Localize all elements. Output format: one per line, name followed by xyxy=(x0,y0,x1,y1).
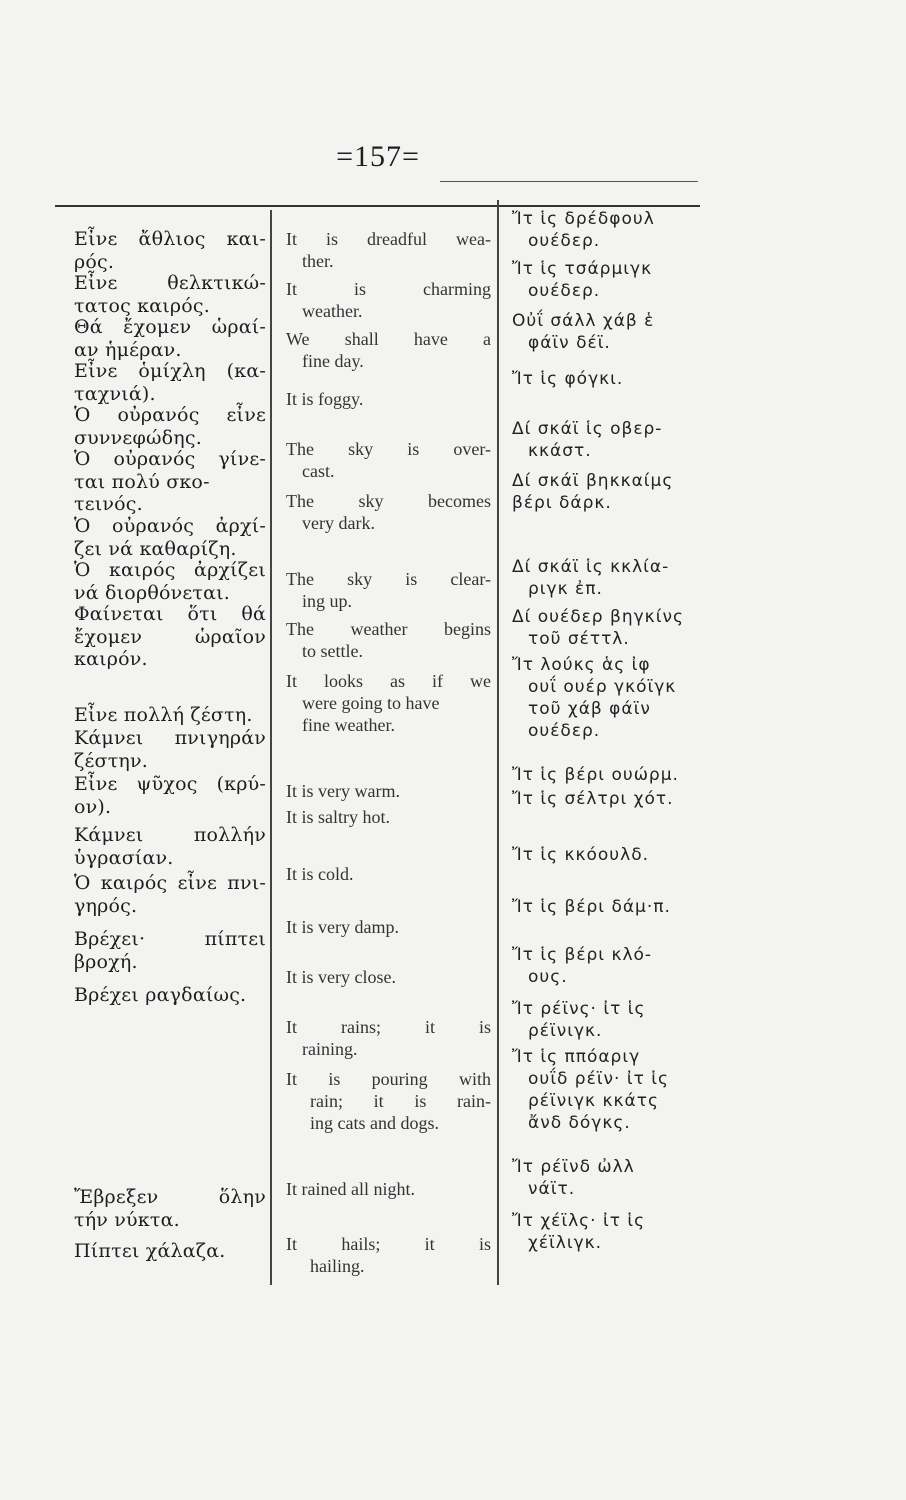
pronunciation-entry xyxy=(512,1046,747,1134)
english-line: hailing. xyxy=(310,1256,365,1276)
pronunciation-line: Ἴτ ἱς τσάρμιγκ xyxy=(512,259,653,279)
english-line: It is very damp. xyxy=(286,917,399,937)
pronunciation-line: Ἴτ ρέϊνδ ὠλλ xyxy=(512,1157,635,1177)
greek-line: Ὁ οὐρανός γίνε- xyxy=(74,448,266,470)
english-entry xyxy=(286,388,491,410)
pronunciation-line: Ἴτ λούκς ἁς ἰφ xyxy=(512,655,651,675)
pronunciation-entry xyxy=(512,654,747,742)
greek-entry xyxy=(74,704,266,727)
english-line: to settle. xyxy=(302,641,363,661)
english-line: ing up. xyxy=(302,591,353,611)
greek-line: Ὁ οὐρανός ἀρχί- xyxy=(74,515,266,537)
pronunciation-entry xyxy=(512,310,747,354)
pronunciation-line: χέϊλιγκ. xyxy=(528,1233,603,1253)
pronunciation-line: ουΐ ουέρ γκόϊγκ xyxy=(528,677,677,697)
pronunciation-line: Ἴτ ἱς σέλτρι χότ. xyxy=(512,789,674,809)
greek-entry xyxy=(74,272,266,317)
pronunciation-line: Οὐΐ σάλλ χάβ ἑ xyxy=(512,311,655,331)
pronunciation-entry xyxy=(512,258,747,302)
pronunciation-line: βέρι δάρκ. xyxy=(512,493,612,513)
pronunciation-line: Δί σκάϊ ἱς οβερ- xyxy=(512,419,663,439)
greek-entry xyxy=(74,360,266,405)
english-line: It is saltry hot. xyxy=(286,807,390,827)
pronunciation-line: φάϊν δέϊ. xyxy=(528,333,611,353)
greek-entry xyxy=(74,316,266,361)
greek-entry xyxy=(74,824,266,869)
english-line: The sky is over- xyxy=(286,439,491,459)
pronunciation-line: Ἴτ ἱς βέρι κλό- xyxy=(512,945,653,965)
greek-entry xyxy=(74,727,266,772)
greek-entry xyxy=(74,448,266,516)
greek-line: Εἶνε θελκτικώ- xyxy=(74,272,266,294)
english-line: raining. xyxy=(302,1039,358,1059)
greek-line: ζει νά καθαρίζη. xyxy=(74,537,237,560)
pronunciation-line: Ἴτ ἱς κκόουλδ. xyxy=(512,845,650,865)
pronunciation-line: Ἴτ ἱς βέρι ουώρμ. xyxy=(512,765,679,785)
greek-line: ὑγρασίαν. xyxy=(74,846,174,869)
english-entry xyxy=(286,670,491,736)
greek-line: Κάμνει πολλήν xyxy=(74,824,266,846)
greek-line: Εἶνε ὁμίχλη (κα- xyxy=(74,360,266,382)
greek-entry xyxy=(74,1240,266,1263)
english-line: ther. xyxy=(302,251,334,271)
greek-entry xyxy=(74,1186,266,1231)
english-line: It is dreadful wea- xyxy=(286,229,491,249)
pronunciation-line: Ἴτ ρέϊνς· ἰτ ἱς xyxy=(512,999,646,1019)
english-line: ing cats and dogs. xyxy=(310,1113,439,1133)
english-line: fine day. xyxy=(302,351,364,371)
greek-entry xyxy=(74,515,266,560)
pronunciation-entry xyxy=(512,788,747,810)
greek-line: ἔχομεν ὡραῖον xyxy=(74,625,266,648)
pronunciation-line: κκάστ. xyxy=(528,441,592,461)
english-entry xyxy=(286,863,491,885)
greek-line: βροχή. xyxy=(74,950,138,973)
greek-line: τήν νύκτα. xyxy=(74,1208,180,1231)
greek-line: Εἶνε ψῦχος (κρύ- xyxy=(74,773,266,795)
pronunciation-line: Δί ουέδερ βηγκίνς xyxy=(512,607,684,627)
greek-line: ρός. xyxy=(74,250,115,273)
greek-line: αν ἡμέραν. xyxy=(74,338,182,361)
pronunciation-entry xyxy=(512,998,747,1042)
pronunciation-entry xyxy=(512,896,747,918)
english-line: The weather begins xyxy=(286,619,491,639)
greek-line: τατος καιρός. xyxy=(74,294,211,317)
english-entry xyxy=(286,328,491,372)
greek-line: τεινός. xyxy=(74,493,143,515)
english-line: It looks as if we xyxy=(286,671,491,691)
english-line: It is very warm. xyxy=(286,781,400,801)
greek-entry xyxy=(74,773,266,818)
english-line: It is pouring with xyxy=(286,1069,491,1089)
page-number: =157= xyxy=(336,140,420,173)
greek-entry xyxy=(74,872,266,917)
english-line: It is cold. xyxy=(286,864,354,884)
english-entry xyxy=(286,916,491,938)
pronunciation-entry xyxy=(512,368,747,390)
greek-entry xyxy=(74,404,266,449)
column-divider-left xyxy=(270,210,272,1285)
greek-line: Φαίνεται ὅτι θά xyxy=(74,603,266,625)
pronunciation-line: Ἴτ ἱς φόγκι. xyxy=(512,369,624,389)
greek-line: Ὁ καιρός εἶνε πνι- xyxy=(74,872,266,894)
greek-line: Ἔβρεξεν ὅλην xyxy=(74,1186,266,1208)
english-entry xyxy=(286,1068,491,1134)
english-entry xyxy=(286,278,491,322)
english-entry xyxy=(286,618,491,662)
greek-line: ον). xyxy=(74,795,112,818)
greek-line: νά διορθόνεται. xyxy=(74,581,231,604)
greek-entry xyxy=(74,559,266,604)
greek-line: Βρέχει ραγδαίως. xyxy=(74,984,247,1006)
english-line: It rained all night. xyxy=(286,1179,415,1199)
greek-line: Πίπτει χάλαζα. xyxy=(74,1240,226,1262)
pronunciation-line: ριγκ ἐπ. xyxy=(528,579,603,599)
pronunciation-line: ουΐδ ρέϊν· ἰτ ἱς xyxy=(528,1069,669,1089)
pronunciation-line: ἄνδ δόγκς. xyxy=(528,1113,631,1133)
english-line: The sky is clear- xyxy=(286,569,491,589)
greek-line: ται πολύ σκο- xyxy=(74,470,210,493)
english-entry xyxy=(286,966,491,988)
english-entry xyxy=(286,1178,491,1200)
greek-line: Ὁ καιρός ἀρχίζει xyxy=(74,559,266,581)
english-entry xyxy=(286,568,491,612)
pronunciation-line: Δί σκάϊ ἱς κκλία- xyxy=(512,557,670,577)
greek-entry xyxy=(74,228,266,273)
english-line: fine weather. xyxy=(302,715,395,735)
greek-line: γηρός. xyxy=(74,894,138,917)
pronunciation-entry xyxy=(512,764,747,786)
english-entry xyxy=(286,438,491,482)
english-line: rain; it is rain- xyxy=(310,1091,491,1111)
greek-line: καιρόν. xyxy=(74,648,148,670)
pronunciation-entry xyxy=(512,844,747,866)
english-line: The sky becomes xyxy=(286,491,491,511)
english-entry xyxy=(286,806,491,828)
english-line: weather. xyxy=(302,301,363,321)
greek-entry xyxy=(74,928,266,973)
header-rule-short xyxy=(440,181,698,182)
pronunciation-line: ρέϊνιγκ κκάτς xyxy=(528,1091,659,1111)
greek-entry xyxy=(74,603,266,671)
greek-line: Εἶνε πολλή ζέστη. xyxy=(74,704,253,726)
pronunciation-line: Ἴτ ἱς ππόαριγ xyxy=(512,1047,641,1067)
greek-line: Θά ἔχομεν ὡραί- xyxy=(74,316,266,338)
pronunciation-entry xyxy=(512,470,747,514)
pronunciation-entry xyxy=(512,208,747,252)
english-line: It rains; it is xyxy=(286,1017,491,1037)
english-line: cast. xyxy=(302,461,335,481)
english-entry xyxy=(286,1233,491,1277)
pronunciation-line: Ἴτ χέϊλς· ἰτ ἱς xyxy=(512,1211,646,1231)
column-divider-right xyxy=(497,200,499,1285)
english-entry xyxy=(286,490,491,534)
pronunciation-line: τοῦ σέττλ. xyxy=(528,629,630,649)
pronunciation-line: ους. xyxy=(528,967,568,987)
greek-line: Εἶνε ἄθλιος και- xyxy=(74,228,266,250)
greek-line: Ὁ οὐρανός εἶνε xyxy=(74,404,266,426)
pronunciation-entry xyxy=(512,418,747,462)
greek-line: ταχνιά). xyxy=(74,382,156,405)
pronunciation-entry xyxy=(512,1156,747,1200)
greek-line: Βρέχει· πίπτει xyxy=(74,928,266,950)
english-line: We shall have a xyxy=(286,329,491,349)
english-line: were going to have xyxy=(302,693,440,713)
pronunciation-line: Ἴτ ἱς βέρι δάμ·π. xyxy=(512,897,671,917)
pronunciation-line: ουέδερ. xyxy=(528,721,601,741)
pronunciation-line: ρέϊνιγκ. xyxy=(528,1021,603,1041)
pronunciation-entry xyxy=(512,944,747,988)
english-entry xyxy=(286,780,491,802)
greek-line: Κάμνει πνιγηράν xyxy=(74,727,266,749)
english-line: It hails; it is xyxy=(286,1234,491,1254)
pronunciation-entry xyxy=(512,606,747,650)
pronunciation-line: Ἴτ ἱς δρέδφουλ xyxy=(512,209,655,229)
pronunciation-line: ουέδερ. xyxy=(528,231,601,251)
english-line: It is charming xyxy=(286,279,491,299)
pronunciation-line: Δί σκάϊ βηκκαίμς xyxy=(512,471,674,491)
greek-line: ζέστην. xyxy=(74,749,148,772)
greek-line: συννεφώδης. xyxy=(74,426,202,449)
english-line: It is very close. xyxy=(286,967,396,987)
pronunciation-line: τοῦ χάβ φάϊν xyxy=(528,699,651,719)
english-entry xyxy=(286,1016,491,1060)
pronunciation-entry xyxy=(512,1210,747,1254)
english-line: It is foggy. xyxy=(286,389,364,409)
english-line: very dark. xyxy=(302,513,375,533)
pronunciation-line: ουέδερ. xyxy=(528,281,601,301)
header-rule xyxy=(55,205,700,207)
pronunciation-line: νάϊτ. xyxy=(528,1179,576,1199)
english-entry xyxy=(286,228,491,272)
greek-entry xyxy=(74,984,266,1007)
pronunciation-entry xyxy=(512,556,747,600)
